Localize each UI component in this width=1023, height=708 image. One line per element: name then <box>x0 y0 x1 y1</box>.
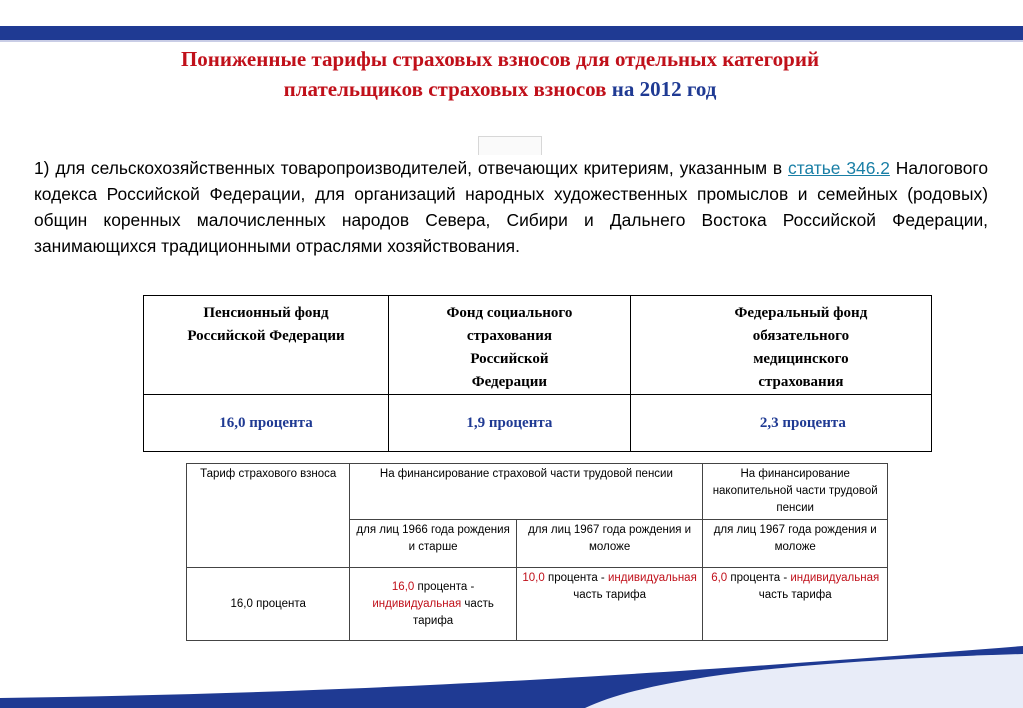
cell-1967-insurance-red: индивидуальная <box>607 572 697 584</box>
title-line-2-text: плательщиков страховых взносов <box>283 77 612 101</box>
cell-1967-insurance-tail: часть тарифа <box>573 589 647 601</box>
title-year: на 2012 год <box>611 77 717 101</box>
rate-value: 16,0 процента <box>187 568 350 641</box>
subheader-1967-insurance: для лиц 1967 года рождения и моложе <box>516 520 703 568</box>
funds-table <box>143 295 932 452</box>
subheader-1967-funded: для лиц 1967 года рождения и моложе <box>703 520 888 568</box>
top-banner-bar <box>0 26 1023 40</box>
bottom-wave-decoration <box>0 640 1023 708</box>
subheader-1966: для лиц 1966 года рождения и старше <box>350 520 516 568</box>
header-pension-fund <box>144 296 389 395</box>
title-line-2 <box>40 74 960 104</box>
header-funded-part: На финансирование накопительной части трудовой пенсии <box>703 464 888 520</box>
cell-1966 <box>350 568 516 641</box>
placeholder-frame <box>478 136 542 155</box>
category-paragraph <box>34 155 988 259</box>
cell-1966-num: 16,0 <box>391 580 415 593</box>
header-insurance-part: На финансирование страховой части трудовой пенсии <box>350 464 703 520</box>
cell-1967-funded-tail: часть тарифа <box>758 589 832 601</box>
value-social-fund: 1,9 процента <box>389 395 631 452</box>
paragraph-text-start: 1) для сельскохозяйственных товаропроизводителей, отвечающих критериям, указанным в <box>34 158 789 178</box>
value-pension-fund: 16,0 процента <box>144 395 389 452</box>
cell-1967-funded-red: индивидуальная <box>790 572 880 584</box>
cell-1967-insurance <box>516 568 703 641</box>
cell-1967-funded-mid: процента - <box>727 572 791 584</box>
cell-1967-insurance-num: 10,0 <box>522 572 545 584</box>
cell-1966-mid: процента - <box>414 580 475 593</box>
page-title <box>40 44 960 104</box>
value-medical-fund: 2,3 процента <box>630 395 931 452</box>
top-banner-line <box>0 40 1023 42</box>
title-line-1: Пониженные тарифы страховых взносов для отдельных категорий <box>180 47 820 71</box>
header-social-fund-text: Фонд социального страхования Российской Федерации <box>446 305 573 390</box>
header-medical-fund <box>630 296 931 395</box>
header-rate: Тариф страхового взноса <box>187 464 350 568</box>
cell-1967-funded-num: 6,0 <box>711 572 728 584</box>
cell-1967-funded <box>703 568 888 641</box>
header-pension-fund-text: Пенсионный фонд Российской Федерации <box>187 305 345 344</box>
paragraph-text-end: Налогового кодекса Российской Федерации, для организаций народных художественных промыслов и семейных (родовых) общин коренных малочисленных народов Севера, Сибири и Дальнего Востока Российской Федерации, занимающихся традиционными отраслями хозяйствования. <box>34 158 988 256</box>
pension-table <box>186 463 888 641</box>
cell-1966-red: индивидуальная <box>372 597 462 610</box>
cell-1967-insurance-mid: процента - <box>544 572 608 584</box>
header-social-fund <box>389 296 631 395</box>
cell-1966-tail: часть тарифа <box>412 597 494 627</box>
article-link[interactable]: статье 346.2 <box>788 158 890 178</box>
header-medical-fund-text: Федеральный фонд обязательного медицинского страхования <box>734 305 868 390</box>
